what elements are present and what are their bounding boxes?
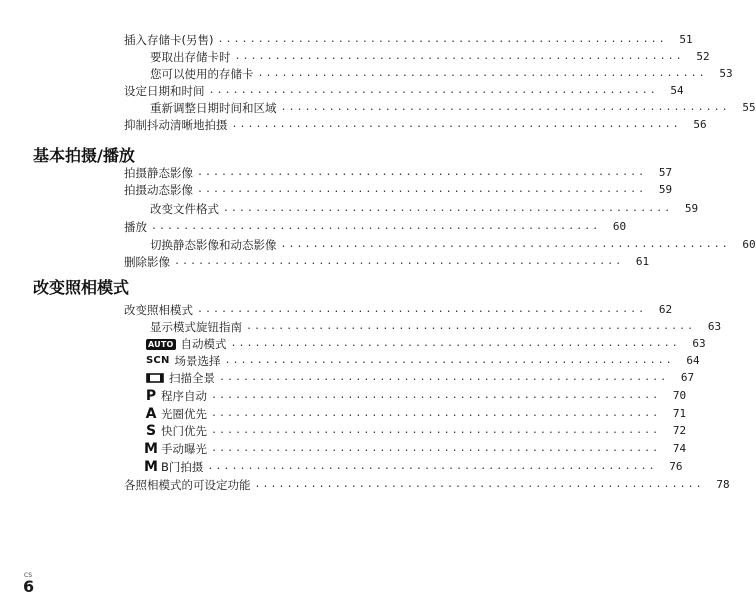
panorama-icon	[146, 373, 164, 383]
toc-entry-page: 72	[672, 424, 687, 437]
dot-leader: ........................................................	[174, 256, 624, 267]
toc-entry-page: 63	[692, 337, 706, 350]
toc-entry-title: 光圈优先	[161, 407, 207, 421]
toc-entry[interactable]	[0, 474, 730, 496]
toc-entry-title: 您可以使用的存储卡	[150, 67, 254, 81]
dot-leader: ........................................................	[211, 390, 661, 401]
toc-entry-page: 71	[672, 407, 687, 420]
toc-entry-title: 删除影像	[124, 255, 170, 269]
toc-entry-title: 快门优先	[161, 424, 207, 438]
toc-entry-page: 60	[612, 220, 627, 233]
aperture-priority-icon: A	[145, 406, 157, 422]
toc-entry-page: 57	[658, 166, 673, 179]
toc-entry-page: 78	[716, 478, 730, 491]
manual-mode-icon: M	[144, 441, 158, 457]
toc-entry[interactable]	[0, 114, 707, 136]
toc-entry-page: 51	[679, 33, 693, 46]
toc-entry-page: 64	[686, 354, 700, 367]
toc-entry-page: 74	[672, 442, 687, 455]
toc-entry[interactable]	[0, 251, 650, 273]
dot-leader: ........................................................	[230, 338, 680, 349]
dot-leader: ........................................................	[280, 239, 730, 250]
dot-leader: ........................................................	[211, 408, 661, 419]
section-heading: 改变照相模式	[33, 278, 130, 297]
toc-entry-page: 55	[742, 101, 756, 114]
shutter-priority-icon: S	[145, 423, 157, 439]
dot-leader: ........................................................	[211, 425, 661, 436]
dot-leader: ........................................................	[217, 34, 667, 45]
dot-leader: ........................................................	[223, 203, 673, 214]
dot-leader: ........................................................	[246, 321, 696, 332]
toc-entry-title: 显示模式旋钮指南	[150, 320, 242, 334]
toc-entry-title: 扫描全景	[169, 371, 215, 385]
toc-entry-page: 63	[707, 320, 722, 333]
dot-leader: ........................................................	[257, 68, 707, 79]
page-number: 6	[23, 577, 35, 596]
language-code: CS	[24, 572, 32, 579]
dot-leader: ........................................................	[231, 119, 681, 130]
dot-leader: ........................................................	[219, 372, 669, 383]
toc-entry-title: 手动曝光	[161, 442, 207, 456]
toc-entry-title: 拍摄静态影像	[124, 166, 193, 180]
toc-entry-page: 52	[696, 50, 710, 63]
dot-leader: ........................................................	[197, 304, 647, 315]
scene-mode-icon: SCN	[146, 355, 170, 366]
toc-entry-page: 60	[742, 238, 756, 251]
section-heading: 基本拍摄/播放	[33, 146, 135, 165]
bulb-mode-icon: M	[144, 459, 158, 475]
toc-entry-title: 拍摄动态影像	[124, 183, 193, 197]
auto-mode-icon: AUTO	[148, 339, 174, 349]
toc-entry-title: 要取出存储卡时	[150, 50, 231, 64]
toc-entry-page: 62	[658, 303, 673, 316]
toc-entry-title: 播放	[124, 220, 147, 234]
toc-entry-page: 56	[693, 118, 707, 131]
toc-entry-title: 场景选择	[174, 354, 221, 368]
dot-leader: ........................................................	[211, 443, 661, 454]
toc-entry-page: 54	[670, 84, 684, 97]
dot-leader: ........................................................	[224, 355, 674, 366]
toc-entry-title: 改变照相模式	[124, 303, 193, 317]
dot-leader: ........................................................	[197, 184, 647, 195]
toc-entry-page: 70	[672, 389, 687, 402]
toc-entry-page: 59	[684, 202, 699, 215]
dot-leader: ........................................................	[197, 167, 647, 178]
toc-entry-title: 设定日期和时间	[124, 84, 205, 98]
dot-leader: ........................................................	[234, 51, 684, 62]
dot-leader: ........................................................	[207, 461, 657, 472]
toc-entry-page: 61	[635, 255, 650, 268]
toc-entry-title: B门拍摄	[161, 460, 204, 474]
toc-entry-title: 插入存储卡(另售)	[124, 33, 214, 47]
toc-entry-page: 67	[680, 371, 695, 384]
toc-entry-page: 76	[669, 460, 683, 473]
toc-entry-title: 程序自动	[161, 389, 207, 403]
toc-entry-title: 切换静态影像和动态影像	[150, 238, 277, 252]
dot-leader: ........................................................	[208, 85, 658, 96]
dot-leader: ........................................................	[280, 102, 730, 113]
program-mode-icon: P	[145, 388, 157, 404]
dot-leader: ........................................................	[254, 479, 704, 490]
toc-entry-page: 53	[719, 67, 733, 80]
toc-entry-title: 自动模式	[180, 337, 227, 351]
toc-entry-title: 改变文件格式	[150, 202, 219, 216]
toc-entry-title: 抑制抖动清晰地拍摄	[124, 118, 228, 132]
toc-entry-title: 重新调整日期时间和区域	[150, 101, 277, 115]
toc-entry-page: 59	[658, 183, 673, 196]
dot-leader: ........................................................	[151, 221, 601, 232]
toc-entry-title: 各照相模式的可设定功能	[124, 478, 251, 492]
